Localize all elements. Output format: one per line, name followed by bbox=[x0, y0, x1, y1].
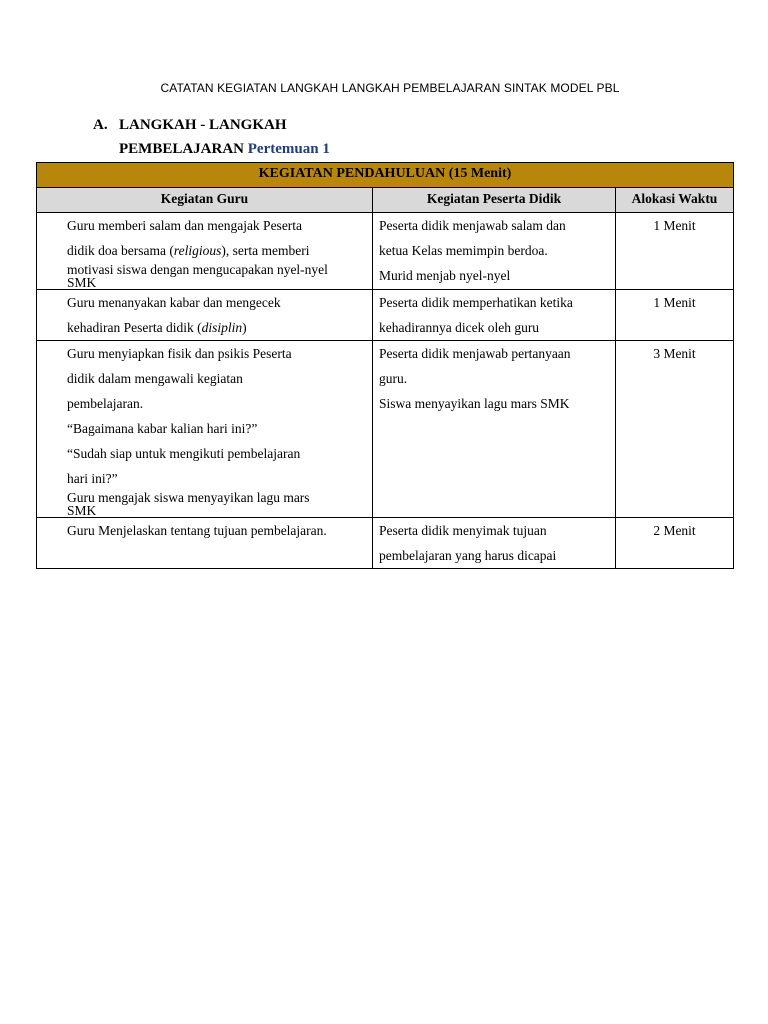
table-banner: KEGIATAN PENDAHULUAN (15 Menit) bbox=[37, 163, 734, 188]
section-title-line2: PEMBELAJARAN bbox=[119, 141, 245, 157]
row3-waktu-cell bbox=[616, 341, 734, 518]
row1-waktu-cell bbox=[616, 213, 734, 290]
row2-guru-text: ) bbox=[242, 320, 247, 335]
table-row bbox=[37, 518, 734, 569]
row2-guru-line: Guru menanyakan kabar dan mengecek bbox=[67, 295, 281, 310]
row1-siswa-line: Murid menjab nyel-nyel bbox=[379, 268, 511, 283]
table-row bbox=[37, 341, 734, 518]
row1-waktu-value: 1 Menit bbox=[653, 218, 696, 233]
activity-table bbox=[36, 162, 734, 569]
row1-siswa-cell bbox=[373, 213, 616, 290]
row3-siswa-line: Siswa menyayikan lagu mars SMK bbox=[379, 396, 570, 411]
row3-guru-line: hari ini?” bbox=[67, 471, 118, 486]
row2-guru-emphasis: disiplin bbox=[201, 320, 243, 335]
section-title-line1: LANGKAH - LANGKAH bbox=[119, 117, 287, 133]
row1-siswa-line: Peserta didik menjawab salam dan bbox=[379, 218, 566, 233]
row4-siswa-line: Peserta didik menyimak tujuan bbox=[379, 523, 547, 538]
row1-guru-cell bbox=[37, 213, 373, 290]
row2-siswa-line: Peserta didik memperhatikan ketika bbox=[379, 295, 573, 310]
row1-guru-line: Guru memberi salam dan mengajak Peserta bbox=[67, 218, 303, 233]
row2-guru-text: kehadiran Peserta didik ( bbox=[67, 320, 202, 335]
row2-guru-cell bbox=[37, 290, 373, 341]
row3-guru-line: “Bagaimana kabar kalian hari ini?” bbox=[67, 421, 258, 436]
row3-siswa-cell bbox=[373, 341, 616, 518]
row4-siswa-line: pembelajaran yang harus dicapai bbox=[379, 548, 557, 563]
row1-guru-text: didik doa bersama ( bbox=[67, 243, 174, 258]
row4-guru-line: Guru Menjelaskan tentang tujuan pembelajaran. bbox=[67, 523, 327, 538]
row3-waktu-value: 3 Menit bbox=[653, 346, 696, 361]
row2-siswa-line: kehadirannya dicek oleh guru bbox=[379, 320, 540, 335]
row3-siswa-line: guru. bbox=[379, 371, 408, 386]
row3-guru-cell bbox=[37, 341, 373, 518]
row2-waktu-cell bbox=[616, 290, 734, 341]
row2-guru-line bbox=[67, 315, 368, 340]
row3-guru-line: “Sudah siap untuk mengikuti pembelajaran bbox=[67, 446, 301, 461]
header-kegiatan-guru: Kegiatan Guru bbox=[37, 188, 373, 213]
row4-siswa-cell bbox=[373, 518, 616, 569]
row4-guru-cell bbox=[37, 518, 373, 569]
row3-guru-line: SMK bbox=[67, 503, 97, 518]
row1-siswa-line: ketua Kelas memimpin berdoa. bbox=[379, 243, 548, 258]
row4-waktu-value: 2 Menit bbox=[653, 523, 696, 538]
row1-guru-emphasis: religious bbox=[173, 243, 222, 258]
row1-guru-line bbox=[67, 238, 368, 263]
document-title: CATATAN KEGIATAN LANGKAH LANGKAH PEMBELAJARAN SINTAK MODEL PBL bbox=[160, 81, 620, 95]
row2-siswa-cell bbox=[373, 290, 616, 341]
row1-guru-line: SMK bbox=[67, 275, 97, 290]
table-row bbox=[37, 213, 734, 290]
header-alokasi-waktu: Alokasi Waktu bbox=[616, 188, 734, 213]
row4-waktu-cell bbox=[616, 518, 734, 569]
row3-siswa-line: Peserta didik menjawab pertanyaan bbox=[379, 346, 571, 361]
section-letter: A. bbox=[93, 117, 108, 133]
row3-guru-line: didik dalam mengawali kegiatan bbox=[67, 371, 243, 386]
header-kegiatan-siswa: Kegiatan Peserta Didik bbox=[373, 188, 616, 213]
table-banner-row bbox=[37, 163, 734, 188]
table-row bbox=[37, 290, 734, 341]
table-header-row bbox=[37, 188, 734, 213]
section-heading bbox=[93, 113, 330, 161]
row3-guru-line: Guru menyiapkan fisik dan psikis Peserta bbox=[67, 346, 292, 361]
row1-guru-line: motivasi siswa dengan mengucapakan nyel-nyel bbox=[67, 262, 328, 277]
row3-guru-line: pembelajaran. bbox=[67, 396, 144, 411]
row1-guru-text: ), serta memberi bbox=[221, 243, 310, 258]
meeting-label: Pertemuan 1 bbox=[247, 141, 330, 157]
row3-guru-line: Guru mengajak siswa menyayikan lagu mars bbox=[67, 490, 310, 505]
row2-waktu-value: 1 Menit bbox=[653, 295, 696, 310]
